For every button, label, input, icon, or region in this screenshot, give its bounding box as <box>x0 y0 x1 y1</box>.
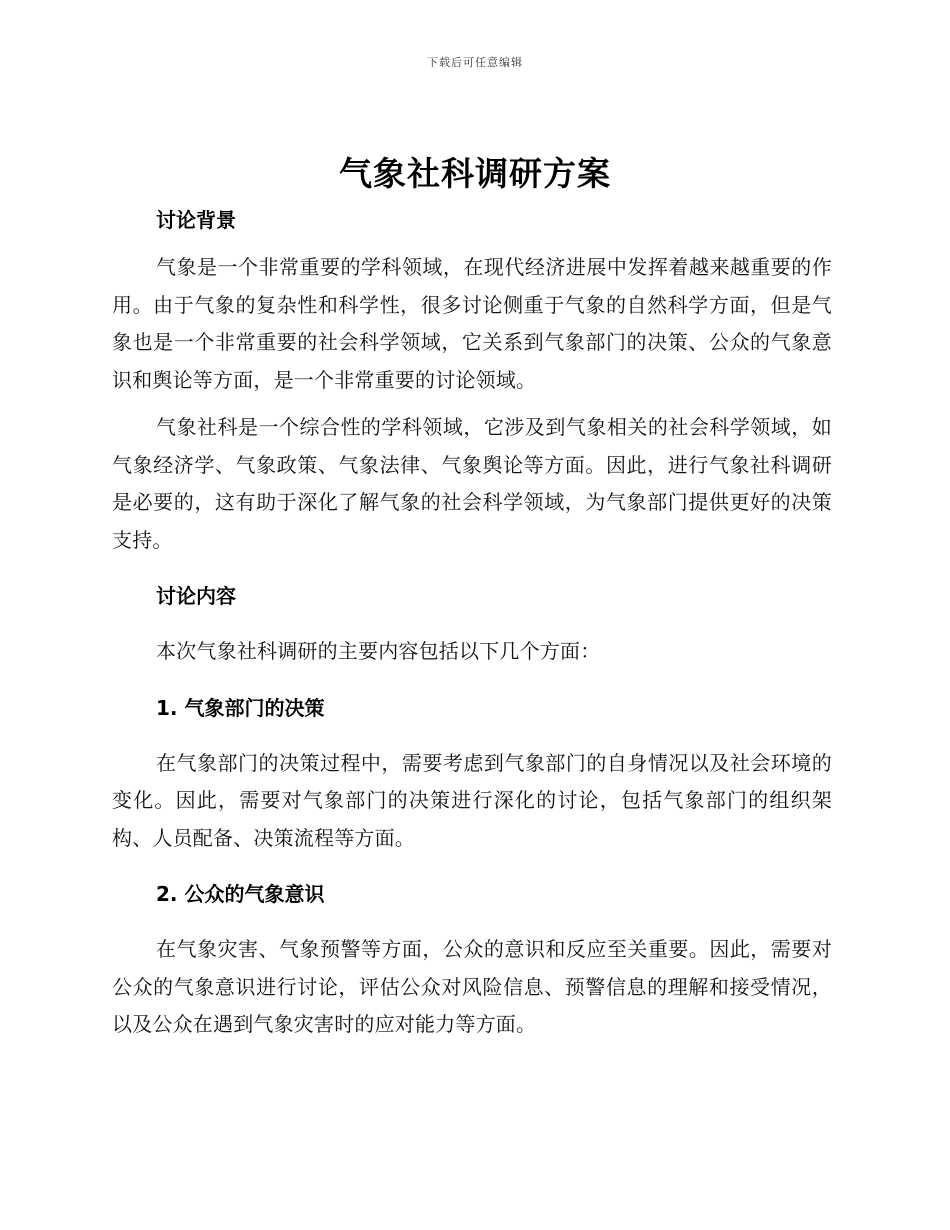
section-heading-decision: 1. 气象部门的决策 <box>156 695 325 720</box>
header-note: 下载后可任意编辑 <box>427 56 523 69</box>
document-title: 气象社科调研方案 <box>339 154 611 193</box>
section-heading-content: 讨论内容 <box>156 584 236 608</box>
paragraph-background-2: 气象社科是一个综合性的学科领域，它涉及到气象相关的社会科学领域，如气象经济学、气象政策、气象法律、气象舆论等方面。因此，进行气象社科调研是必要的，这有助于深化了解气象的社会科学领域，为气象部门提供更好的决策支持。 <box>112 415 832 552</box>
section-heading-background: 讨论背景 <box>156 208 236 232</box>
paragraph-decision: 在气象部门的决策过程中，需要考虑到气象部门的自身情况以及社会环境的变化。因此，需要对气象部门的决策进行深化的讨论，包括气象部门的组织架构、人员配备、决策流程等方面。 <box>112 750 832 850</box>
paragraph-content-intro: 本次气象社科调研的主要内容包括以下几个方面： <box>156 639 601 663</box>
paragraph-background-1: 气象是一个非常重要的学科领域，在现代经济进展中发挥着越来越重要的作用。由于气象的复杂性和科学性，很多讨论侧重于气象的自然科学方面，但是气象也是一个非常重要的社会科学领域，它关系到气象部门的决策、公众的气象意识和舆论等方面，是一个非常重要的讨论领域。 <box>112 255 832 392</box>
document-body <box>112 201 832 1044</box>
paragraph-public-awareness: 在气象灾害、气象预警等方面，公众的意识和反应至关重要。因此，需要对公众的气象意识进行讨论，评估公众对风险信息、预警信息的理解和接受情况，以及公众在遇到气象灾害时的应对能力等方面。 <box>112 937 832 1036</box>
section-heading-public-awareness: 2. 公众的气象意识 <box>156 882 325 906</box>
